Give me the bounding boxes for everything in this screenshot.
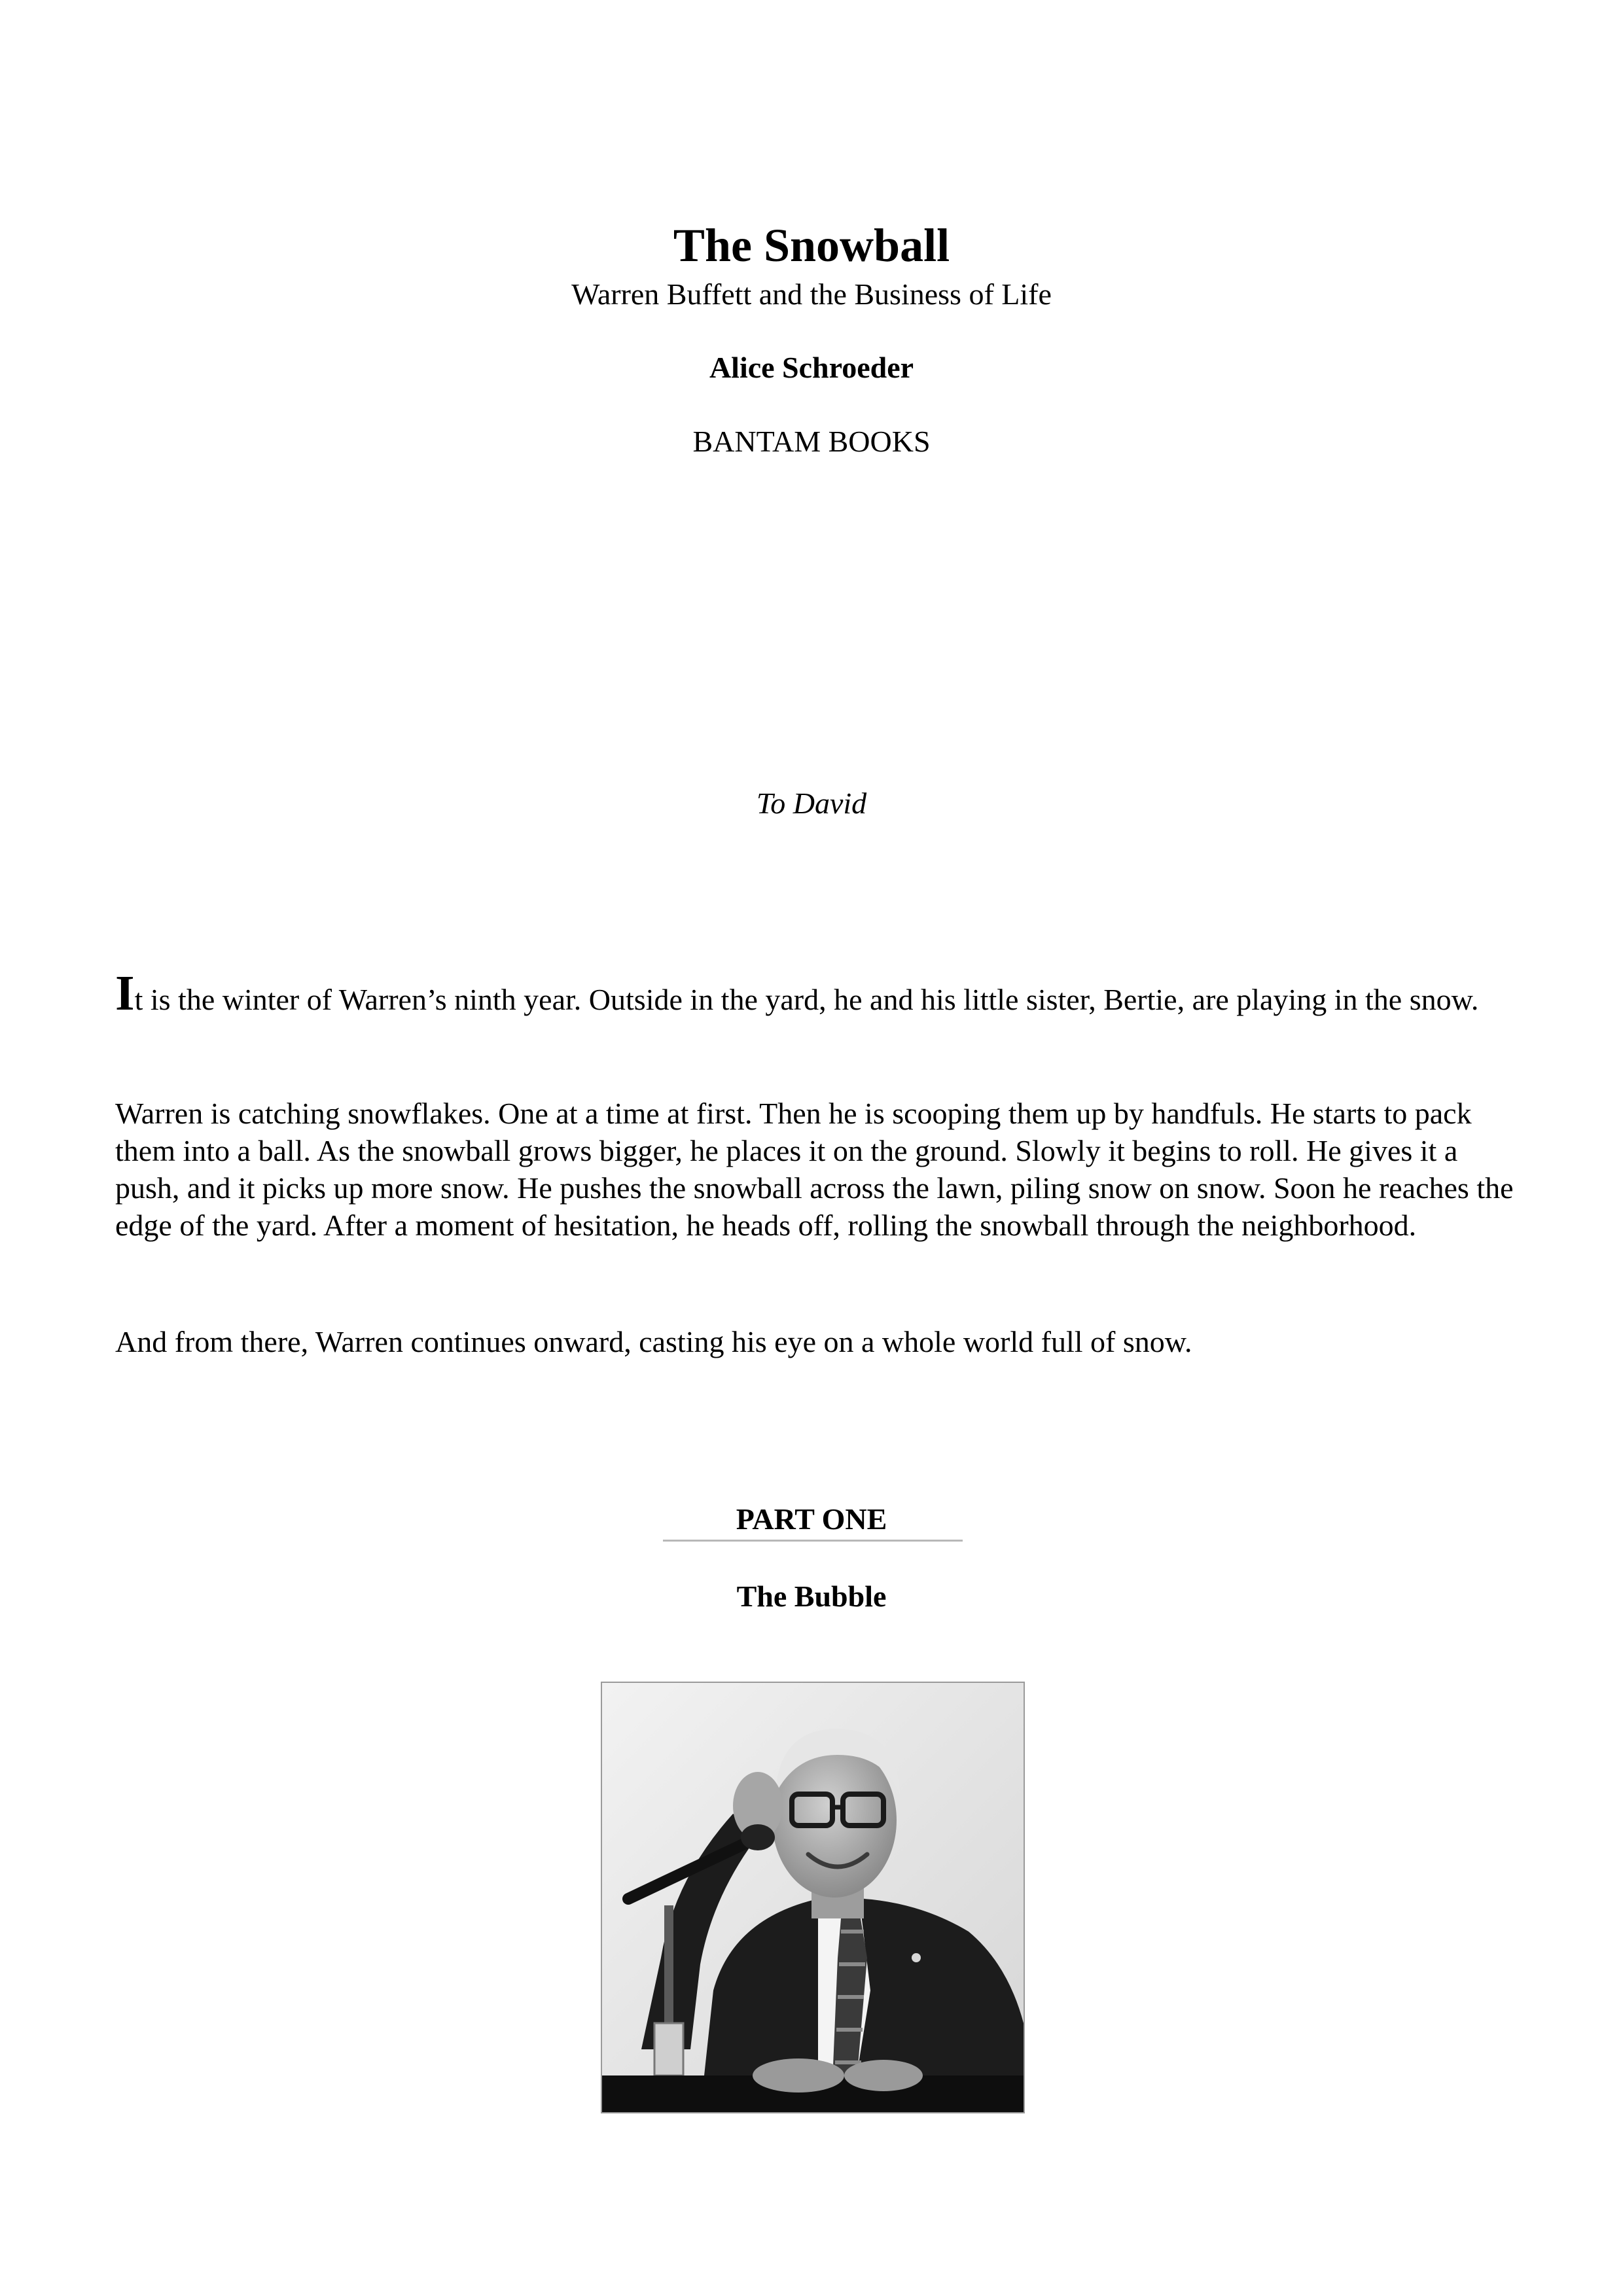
author-name: Alice Schroeder — [709, 351, 914, 384]
part-label: PART ONE — [736, 1502, 887, 1536]
publisher-name: BANTAM BOOKS — [692, 425, 931, 458]
prologue-paragraph-2: Warren is catching snowflakes. One at a time at first. Then he is scooping them up by handfuls. He starts to pack them into a ball. As the snowball grows bigger, he places it on the ground. Slowly it begins to roll. He gives it a push, and it picks up more snow. He pushes the snowball across the lawn, piling snow on snow. Soon he reaches the edge of the yard. After a moment of hesitation, he heads off, rolling the snowball through the neighborhood. — [115, 1097, 1514, 1242]
part-title: The Bubble — [736, 1580, 887, 1613]
part-divider — [663, 1540, 963, 1542]
prologue-paragraph-1 — [115, 966, 1516, 1021]
prologue-paragraph-3: And from there, Warren continues onward, casting his eye on a whole world full of snow. — [115, 1325, 1192, 1358]
portrait-illustration — [602, 1683, 1024, 2112]
book-title: The Snowball — [673, 219, 950, 272]
drop-cap: I — [115, 966, 135, 1021]
paragraph-1-text: t is the winter of Warren’s ninth year. Outside in the yard, he and his little sister, Bertie, are playing in the snow. — [134, 983, 1479, 1016]
book-subtitle: Warren Buffett and the Business of Life — [571, 277, 1052, 311]
dedication: To David — [756, 786, 867, 820]
portrait-photo — [601, 1682, 1025, 2113]
